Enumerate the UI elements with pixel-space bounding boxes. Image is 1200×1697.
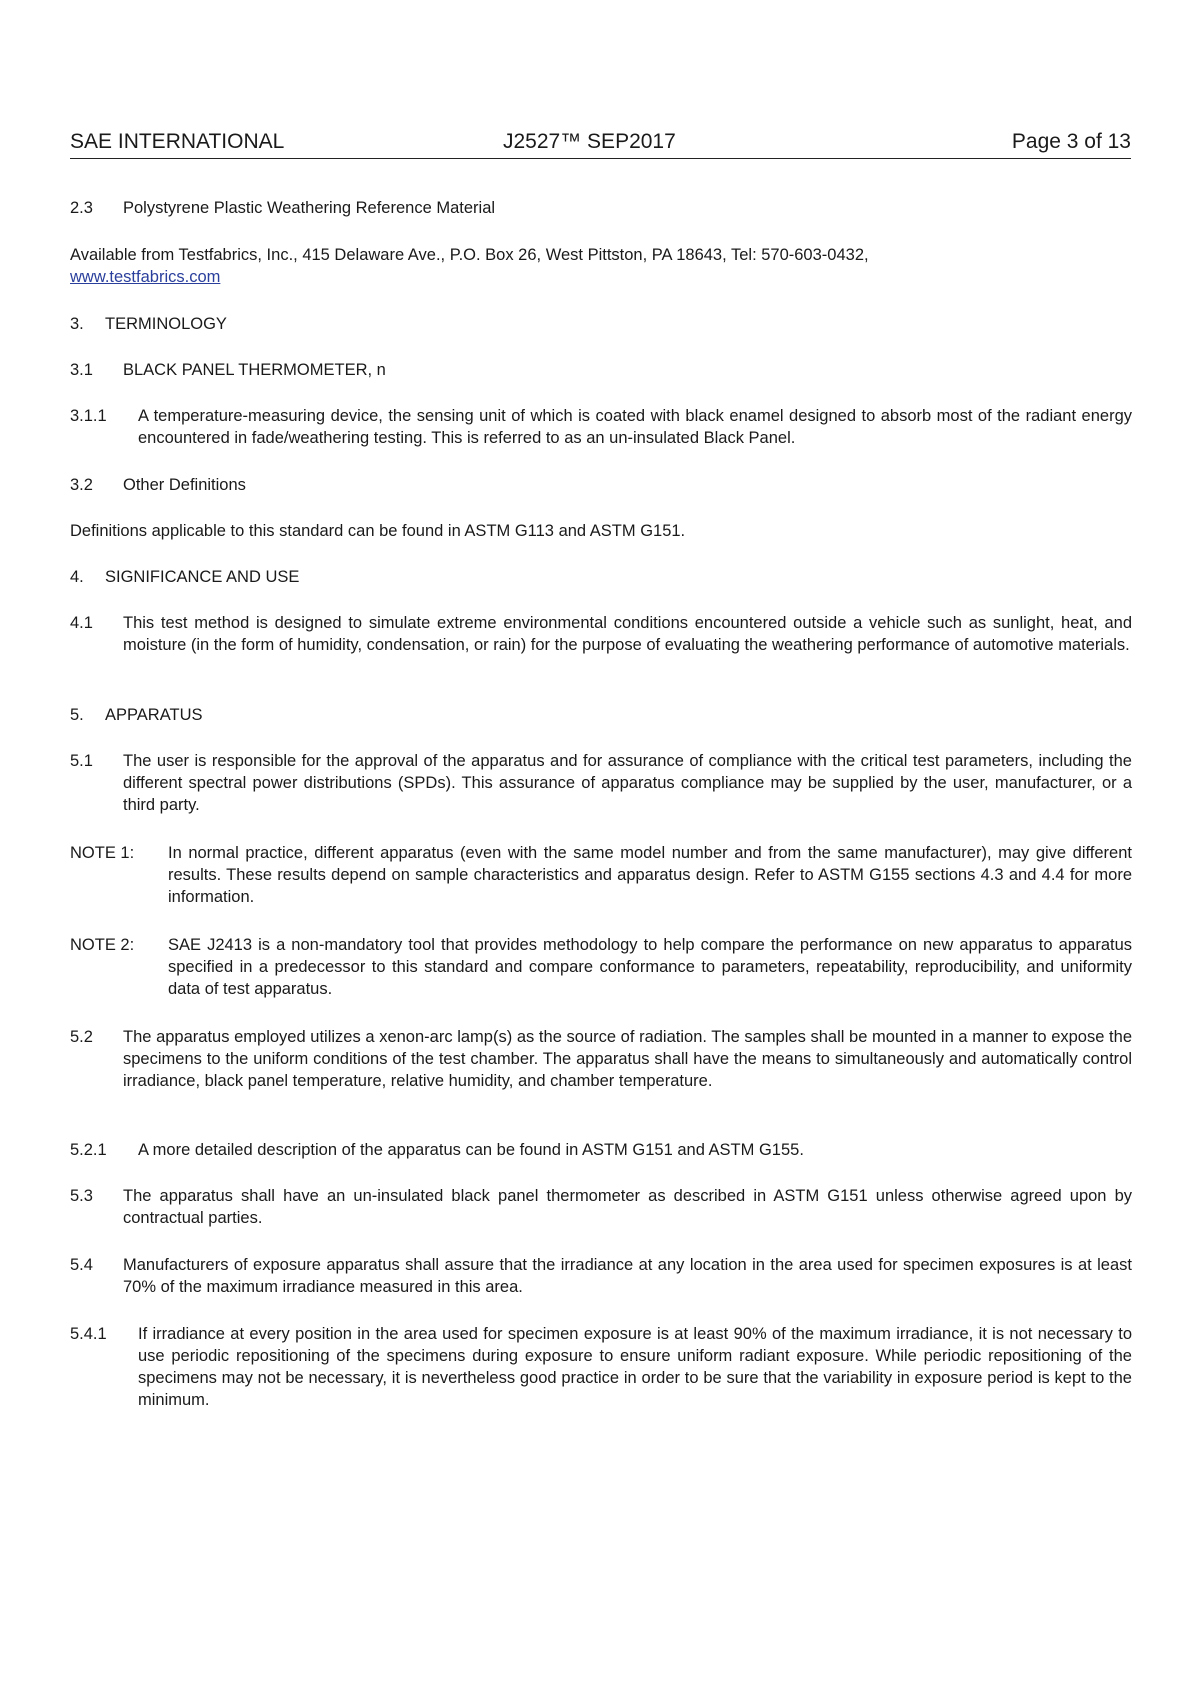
section-number: 5.2.1 — [70, 1141, 107, 1159]
section-title: TERMINOLOGY — [105, 315, 227, 333]
section-number: 3.1.1 — [70, 407, 107, 425]
section-number: 3.1 — [70, 361, 93, 379]
section-number: 4. — [70, 568, 84, 586]
paragraph: This test method is designed to simulate extreme environmental conditions encountered outside a vehicle such as sunlight, heat, and moisture (in the form of humidity, condensation, or rain) for the purpose of evaluating the weathering performance of automotive materials. — [123, 614, 1132, 654]
section-5-4-1 — [70, 1323, 1132, 1411]
header-document-id: J2527™ SEP2017 — [503, 130, 676, 153]
page-header — [70, 128, 1131, 159]
section-number: 3.2 — [70, 476, 93, 494]
section-title: Polystyrene Plastic Weathering Reference Material — [123, 199, 496, 217]
note-label: NOTE 2: — [70, 936, 135, 954]
section-3-1-heading — [70, 359, 1132, 381]
paragraph: A more detailed description of the apparatus can be found in ASTM G151 and ASTM G155. — [138, 1141, 804, 1159]
paragraph: Manufacturers of exposure apparatus shall assure that the irradiance at any location in the area used for specimen exposures is at least 70% of the maximum irradiance measured in this area. — [123, 1256, 1132, 1296]
section-5-3 — [70, 1185, 1132, 1229]
section-number: 4.1 — [70, 614, 93, 632]
section-5-heading — [70, 704, 1132, 726]
paragraph: Available from Testfabrics, Inc., 415 Delaware Ave., P.O. Box 26, West Pittston, PA 18643, Tel: 570-603-0432, — [70, 246, 869, 264]
section-number: 5.3 — [70, 1187, 93, 1205]
section-title: Other Definitions — [123, 476, 246, 494]
paragraph: A temperature-measuring device, the sensing unit of which is coated with black enamel designed to absorb most of the radiant energy encountered in fade/weathering testing. This is referred to as an un-insulated Black Panel. — [138, 407, 1132, 447]
paragraph: In normal practice, different apparatus (even with the same model number and from the same manufacturer), may give different results. These results depend on sample characteristics and apparatus design. Refer to ASTM G155 sections 4.3 and 4.4 for more information. — [168, 844, 1132, 906]
paragraph: If irradiance at every position in the area used for specimen exposure is at least 90% of the maximum irradiance, it is not necessary to use periodic repositioning of the specimens during exposure to ensure uniform radiant exposure. While periodic repositioning of the specimens may not be necessary, it is nevertheless good practice in order to be sure that the variability in exposure period is kept to the minimum. — [138, 1325, 1132, 1409]
note-label: NOTE 1: — [70, 844, 135, 862]
section-3-heading — [70, 313, 1132, 335]
section-2-3-text — [70, 244, 1132, 288]
paragraph: SAE J2413 is a non-mandatory tool that provides methodology to help compare the performance on new apparatus to apparatus specified in a predecessor to this standard and compare conformance to parameters, repeatability, reproducibility, and uniformity data of test apparatus. — [168, 936, 1132, 998]
section-5-2 — [70, 1026, 1132, 1114]
section-number: 5. — [70, 706, 84, 724]
paragraph: The user is responsible for the approval of the apparatus and for assurance of compliance with the critical test parameters, including the different spectral power distributions (SPDs). This assurance of apparatus compliance may be supplied by the user, manufacturer, or a third party. — [123, 752, 1132, 814]
section-number: 5.4.1 — [70, 1325, 107, 1343]
section-number: 5.2 — [70, 1028, 93, 1046]
section-title: BLACK PANEL THERMOMETER, n — [123, 361, 386, 379]
section-number: 5.4 — [70, 1256, 93, 1274]
section-5-2-1 — [70, 1139, 1132, 1161]
section-4-1 — [70, 612, 1132, 678]
section-5-4 — [70, 1254, 1132, 1298]
section-2-3-heading — [70, 197, 1132, 219]
section-number: 5.1 — [70, 752, 93, 770]
section-3-1-1 — [70, 405, 1132, 449]
section-number: 3. — [70, 315, 84, 333]
section-4-heading — [70, 566, 1132, 588]
note-1 — [70, 842, 1132, 908]
header-page-number: Page 3 of 13 — [1011, 130, 1131, 153]
section-title: APPARATUS — [105, 706, 203, 724]
section-3-2-heading — [70, 474, 1132, 496]
section-title: SIGNIFICANCE AND USE — [105, 568, 300, 586]
header-organization: SAE INTERNATIONAL — [70, 130, 285, 153]
section-5-1 — [70, 750, 1132, 816]
note-2 — [70, 934, 1132, 1000]
section-number: 2.3 — [70, 199, 93, 217]
paragraph: The apparatus employed utilizes a xenon-arc lamp(s) as the source of radiation. The samples shall be mounted in a manner to expose the specimens to the uniform conditions of the test chamber. The apparatus shall have the means to simultaneously and automatically control irradiance, black panel temperature, relative humidity, and chamber temperature. — [123, 1028, 1132, 1090]
paragraph: The apparatus shall have an un-insulated black panel thermometer as described in ASTM G151 unless otherwise agreed upon by contractual parties. — [123, 1187, 1132, 1227]
section-3-2-text — [70, 520, 1132, 542]
testfabrics-link[interactable]: www.testfabrics.com — [70, 268, 221, 286]
paragraph: Definitions applicable to this standard can be found in ASTM G113 and ASTM G151. — [70, 522, 686, 540]
